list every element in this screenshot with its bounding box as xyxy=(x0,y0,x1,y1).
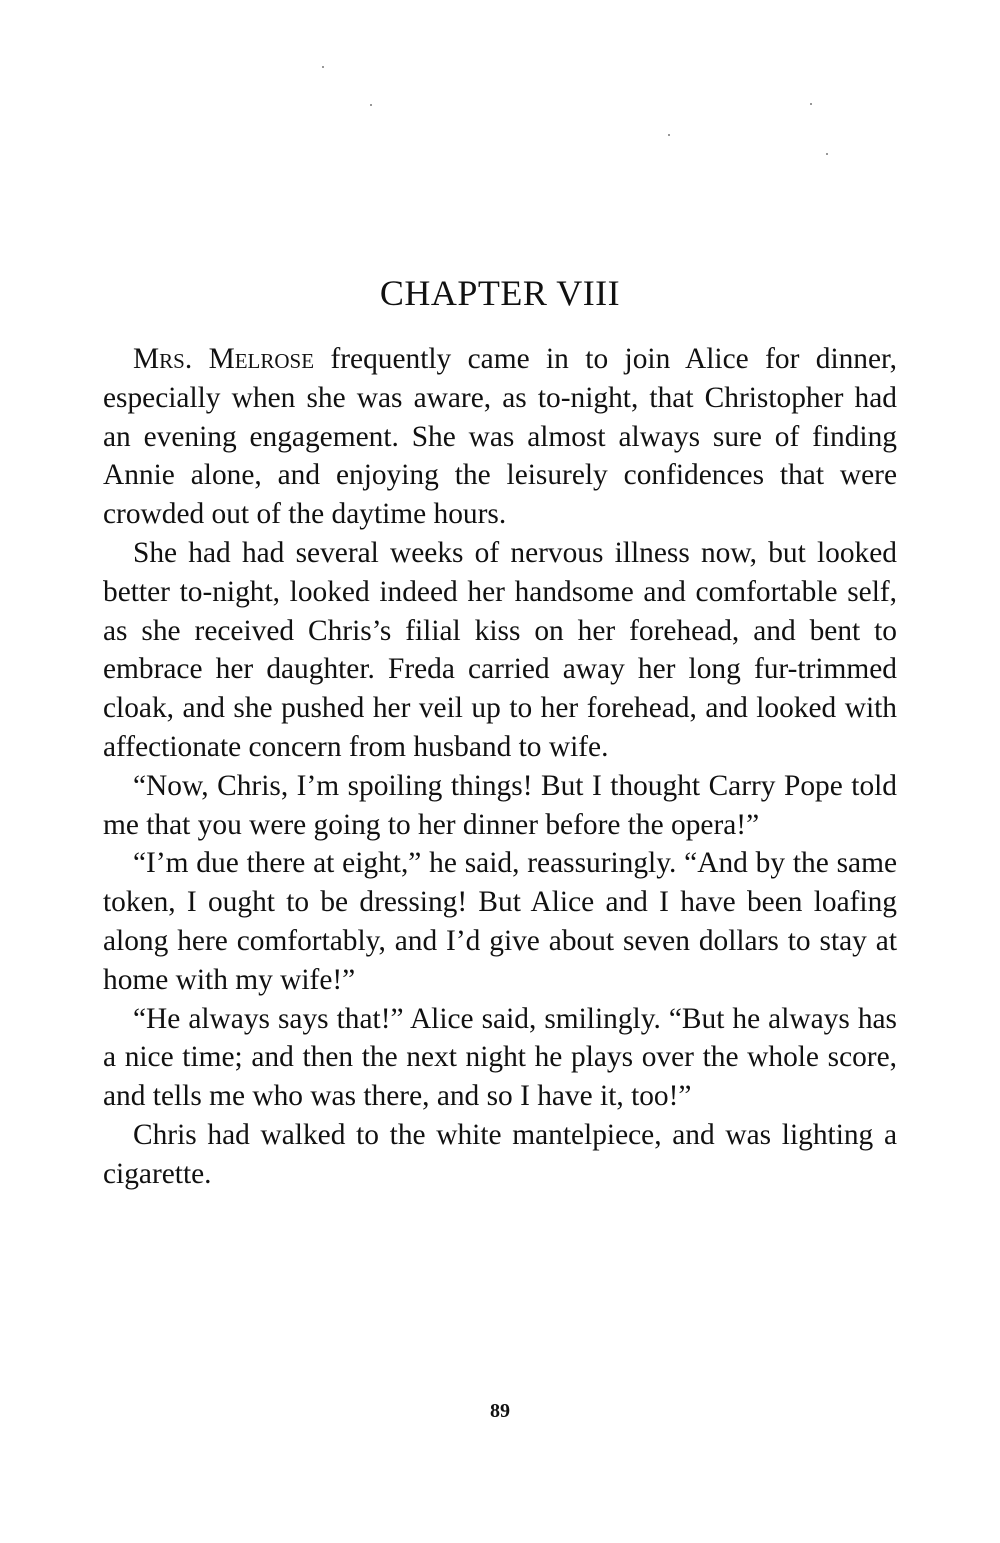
chapter-title: CHAPTER VIII xyxy=(379,273,621,313)
paragraph: “He always says that!” Alice said, smilingly. “But he always has a nice time; and then the next night he plays over the whole score, and tells me who was there, and so I have it, too!” xyxy=(103,1002,897,1113)
page-number: 89 xyxy=(490,1400,510,1422)
paragraph: She had had several weeks of nervous illness now, but looked better to-night, looked indeed her handsome and comfortable self, as she received Chris’s filial kiss on her forehead, and bent to embrace her daughter. Freda carried away her long fur-trimmed cloak, and she pushed her veil up to her forehead, and looked with affectionate concern from husband to wife. xyxy=(103,536,897,763)
book-page xyxy=(103,0,897,1543)
paragraph-text: frequently came in to join Alice for dinner, especially when she was aware, as to-night, that Christopher had an evening engagement. She was almost always sure of finding Annie alone, and enjoying the leisurely confidences that were crowded out of the daytime hours. xyxy=(103,343,898,531)
paragraph-lead: Mrs. Melrose xyxy=(133,343,315,375)
paragraph: “I’m due there at eight,” he said, reassuringly. “And by the same token, I ought to be dressing! But Alice and I have been loafing along here comfortably, and I’d give about seven dollars to stay at home with my wife!” xyxy=(103,847,897,996)
chapter-body xyxy=(103,340,897,1194)
paragraph xyxy=(103,340,897,534)
paragraph: “Now, Chris, I’m spoiling things! But I thought Carry Pope told me that you were going to her dinner before the opera!” xyxy=(103,769,897,841)
paragraph: Chris had walked to the white mantelpiece, and was lighting a cigarette. xyxy=(103,1118,897,1190)
